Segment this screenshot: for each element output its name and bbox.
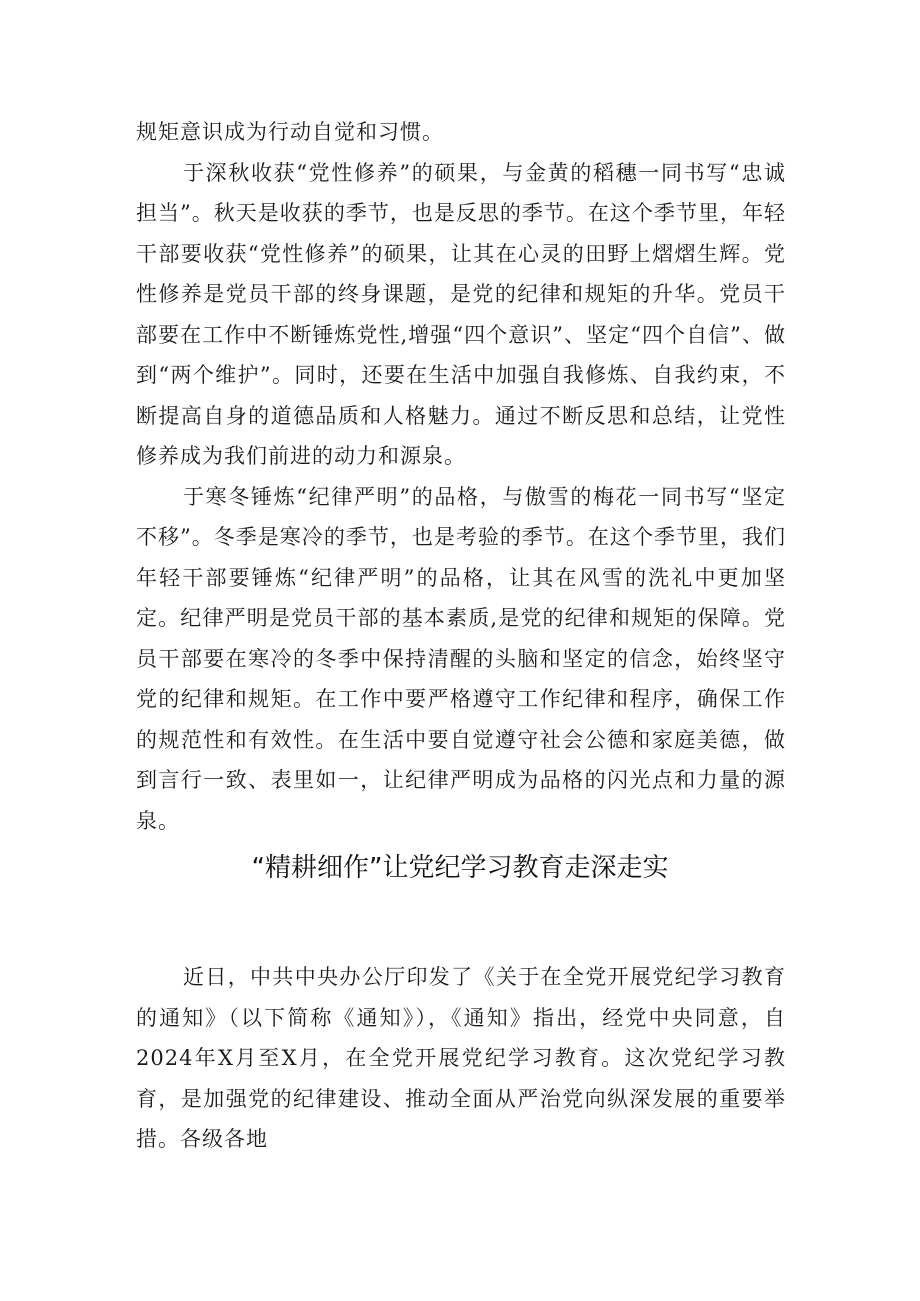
body-text-upper (136, 112, 786, 841)
paragraph-continuation: 规矩意识成为行动自觉和习惯。 (136, 120, 444, 144)
section-title: “精耕细作”让党纪学习教育走深走实 (251, 853, 669, 883)
paragraph-autumn: 于深秋收获“党性修养”的硕果，与金黄的稻穗一同书写“忠诚担当”。秋天是收获的季节，也是反思的季节。在这个季节里，年轻干部要收获“党性修养”的硕果，让其在心灵的田野上熠熠生辉。党性修养是党员干部的终身课题，是党的纪律和规矩的升华。党员干部要在工作中不断锤炼党性,增强“四个意识”、坚定“四个自信”、做到“两个维护”。同时，还要在生活中加强自我修炼、自我约束，不断提高自身的道德品质和人格魅力。通过不断反思和总结，让党性修养成为我们前进的动力和源泉。 (136, 160, 786, 468)
paragraph-winter: 于寒冬锤炼“纪律严明”的品格，与傲雪的梅花一同书写“坚定不移”。冬季是寒冷的季节，也是考验的季节。在这个季节里，我们年轻干部要锤炼“纪律严明”的品格，让其在风雪的洗礼中更加坚定。纪律严明是党员干部的基本素质,是党的纪律和规矩的保障。党员干部要在寒冷的冬季中保持清醒的头脑和坚定的信念，始终坚守党的纪律和规矩。在工作中要严格遵守工作纪律和程序，确保工作的规范性和有效性。在生活中要自觉遵守社会公德和家庭美德，做到言行一致、表里如一，让纪律严明成为品格的闪光点和力量的源泉。 (136, 484, 786, 833)
paragraph-intro: 近日，中共中央办公厅印发了《关于在全党开展党纪学习教育的通知》（以下简称《通知》），《通知》指出，经党中央同意，自2024年X月至X月，在全党开展党纪学习教育。这次党纪学习教育，是加强党的纪律建设、推动全面从严治党向纵深发展的重要举措。各级各地 (136, 965, 786, 1151)
body-text-lower (136, 957, 786, 1160)
